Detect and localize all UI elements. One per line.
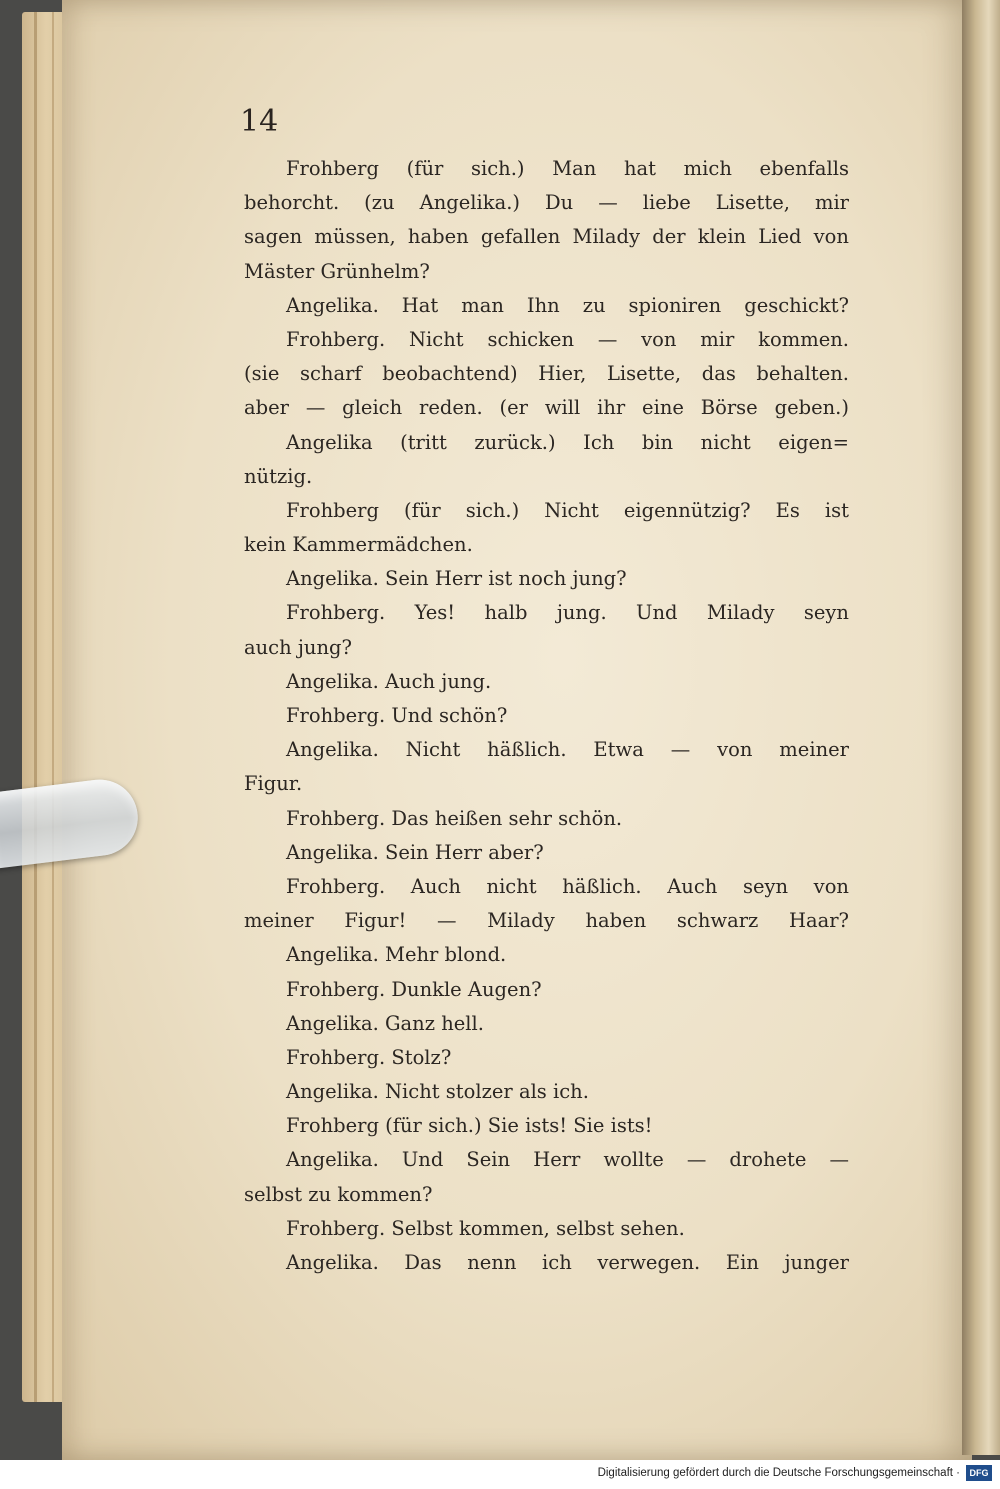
text-line: (sie scharf beobachtend) Hier, Lisette, das behalten.: [244, 362, 849, 386]
text-line: Frohberg (für sich.) Nicht eigennützig? Es ist: [286, 498, 849, 522]
text-line: Angelika. Mehr blond.: [286, 943, 507, 967]
text-line: Frohberg (für sich.) Man hat mich ebenfalls: [286, 157, 849, 180]
text-line: aber — gleich reden. (er will ihr eine Börse geben.): [244, 396, 849, 420]
text-line: auch jung?: [244, 635, 352, 659]
text-line: sagen müssen, haben gefallen Milady der klein Lied von: [244, 225, 849, 249]
text-line: Angelika. Nicht stolzer als ich.: [286, 1080, 589, 1104]
text-line: Mäster Grünhelm?: [244, 259, 430, 283]
text-line: Frohberg. Und schön?: [286, 704, 508, 727]
text-line: Angelika. Sein Herr ist noch jung?: [286, 567, 627, 591]
text-line: Angelika. Hat man Ihn zu spioniren geschickt?: [286, 293, 849, 317]
text-line: nützig.: [244, 464, 313, 488]
text-line: Frohberg. Stolz?: [286, 1045, 452, 1069]
text-line: selbst zu kommen?: [244, 1182, 433, 1206]
text-line: Frohberg. Das heißen sehr schön.: [286, 806, 623, 830]
text-line: Frohberg. Yes! halb jung. Und Milady seyn: [286, 601, 849, 625]
text-line: Frohberg. Dunkle Augen?: [286, 977, 542, 1001]
text-line: meiner Figur! — Milady haben schwarz Haar?: [244, 909, 849, 933]
footer-credit: Digitalisierung gefördert durch die Deutsche Forschungsgemeinschaft ·: [597, 1467, 960, 1479]
text-line: Frohberg. Selbst kommen, selbst sehen.: [286, 1216, 685, 1240]
text-line: Figur.: [244, 772, 303, 796]
page-gutter: [962, 0, 1000, 1455]
text-line: Angelika. Und Sein Herr wollte — drohete —: [286, 1148, 849, 1172]
text-line: Angelika. Auch jung.: [286, 669, 492, 693]
text-line: Angelika. Das nenn ich verwegen. Ein junger: [286, 1251, 849, 1274]
text-line: Angelika (tritt zurück.) Ich bin nicht eigen=: [286, 430, 849, 454]
text-line: kein Kammermädchen.: [244, 533, 473, 557]
text-line: behorcht. (zu Angelika.) Du — liebe Lisette, mir: [244, 191, 849, 215]
text-line: Angelika. Sein Herr aber?: [286, 840, 544, 864]
text-line: Frohberg. Auch nicht häßlich. Auch seyn von: [286, 874, 849, 898]
dfg-logo: DFG: [966, 1465, 992, 1481]
text-line: Frohberg (für sich.) Sie ists! Sie ists!: [286, 1114, 653, 1138]
page-text: [244, 152, 849, 1280]
text-line: Frohberg. Nicht schicken — von mir kommen.: [286, 327, 849, 351]
page-number: 14: [240, 104, 279, 139]
text-line: Angelika. Nicht häßlich. Etwa — von meiner: [286, 738, 849, 762]
text-line: Angelika. Ganz hell.: [286, 1011, 484, 1035]
